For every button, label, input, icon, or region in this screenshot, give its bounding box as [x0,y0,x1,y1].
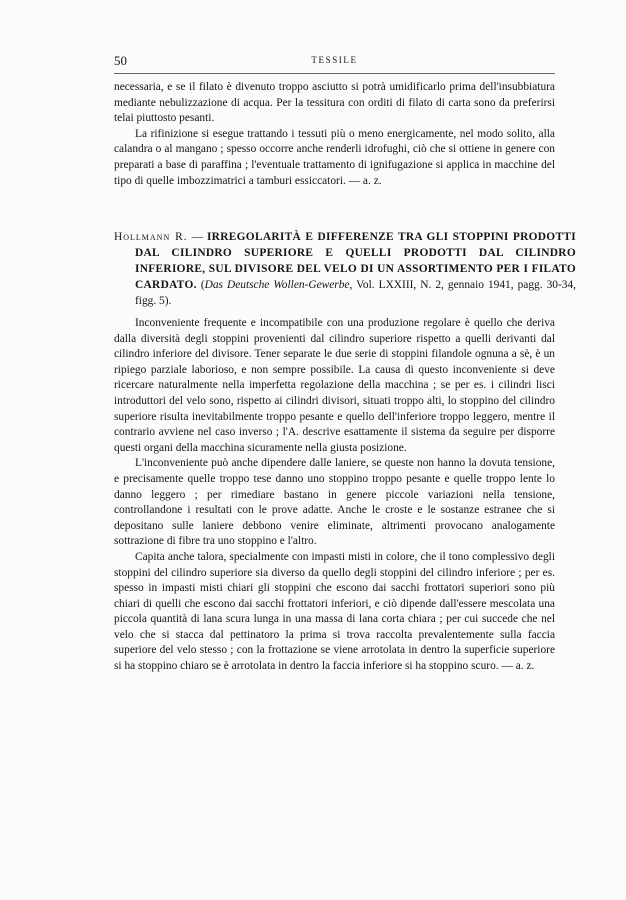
body-paragraph-3: Capita anche talora, specialmente con impasti misti in colore, che il tono complessivo degli stoppini del cilindro superiore sia diverso da quello degli stoppini del cilindro inferiore ; per es. spesso in impasti misti chiari gli stoppini che escono dai sacchi frottatori superiori sono più chiari di quelli che escono dai sacchi frottatori inferiori, e ciò dipende dall'essere mescolata una piccola quantità di lana scura lunga in una massa di lana corta chiara ; per cui succede che nel velo che si stacca dal pettinatoro la prima si trova raccolta prevalentemente sulla faccia superiore del velo stesso ; con la frottazione se viene arrotolata in dentro la superficie superiore si ha stoppino chiaro se è arrotolata in dentro la faccia inferiore si ha stoppino scuro. — a. z. [114,550,555,673]
intro-text [114,80,555,189]
source-journal: Das Deutsche Wollen-Gewerbe [204,279,350,291]
running-title: TESSILE [311,55,358,65]
page-header [114,53,555,69]
intro-paragraph-2: La rifinizione si esegue trattando i tessuti più o meno energicamente, nel modo solito, alla calandra o al mangano ; spesso occorre anche renderli idrofughi, ciò che si ottiene in genere con preparati a base di paraffina ; l'eventuale trattamento di ignifugazione si applica in macchine del tipo di quelle imbozzimatrici a tamburi essiccatori. — a. z. [114,127,555,187]
author-dash: — [187,231,207,243]
intro-paragraph-1: necessaria, e se il filato è divenuto troppo asciutto si potrà umidificarlo prima dell'insubbiatura mediante nebulizzazione di acqua. Per la tessitura con orditi di filato di carta sono da preferirsi telai piuttosto pesanti. [114,81,555,125]
page-number: 50 [114,53,127,68]
article-heading [114,229,576,309]
body-paragraph-2: L'inconveniente può anche dipendere dalle laniere, se queste non hanno la dovuta tensione, e precisamente quelle troppo tese danno uno stoppino troppo pesante e quelle troppo lente lo danno leggero ; per rimediare bastano in genere piccole variazioni nella tensione, controllandone i resultati con le prove adatte. Anche le croste e le sostanze estranee che si depositano sulle laniere debbono venire eliminate, altrimenti provocano analogamente sottrazione di fibre tra uno stoppino e l'altro. [114,457,555,548]
article-body [114,316,555,675]
header-rule [114,73,555,74]
source-open: ( [200,279,205,291]
article-author: Hollmann R. [114,231,188,243]
source-details: , Vol. LXXIII, N. 2, gennaio 1941, pagg. 30-34, figg. 5). [135,279,576,307]
body-paragraph-1: Inconveniente frequente e incompatibile con una produzione regolare è quello che deriva dalla diversità degli stoppini provenienti dal cilindro superiore rispetto a quelli derivanti dal cilindro inferiore del divisore. Tener separate le due serie di stoppini filandole ognuna a sè, è un ripiego parziale laborioso, e non sempre possibile. La causa di questo inconveniente si deve ricercare naturalmente nella imperfetta regolazione della macchina ; se per es. i cilindri lisci introduttori del velo sono, rispetto ai cilindri divisori, situati troppo alti, lo stoppino del cilindro superiore risulta inevitabilmente troppo pesante e quello dell'inferiore troppo leggero, mentre il contrario avviene nel caso inverso ; l'A. descrive esattamente il sistema da seguire per disporre questi organi della macchina sicuramente nella giusta posizione. [114,317,555,454]
article-title: IRREGOLARITÀ E DIFFERENZE TRA GLI STOPPINI PRODOTTI DAL CILINDRO SUPERIORE E QUELLI PRODOTTI DAL CILINDRO INFERIORE, SUL DIVISORE DEL VELO DI UN ASSORTIMENTO PER I FILATO CARDATO. [135,231,576,291]
